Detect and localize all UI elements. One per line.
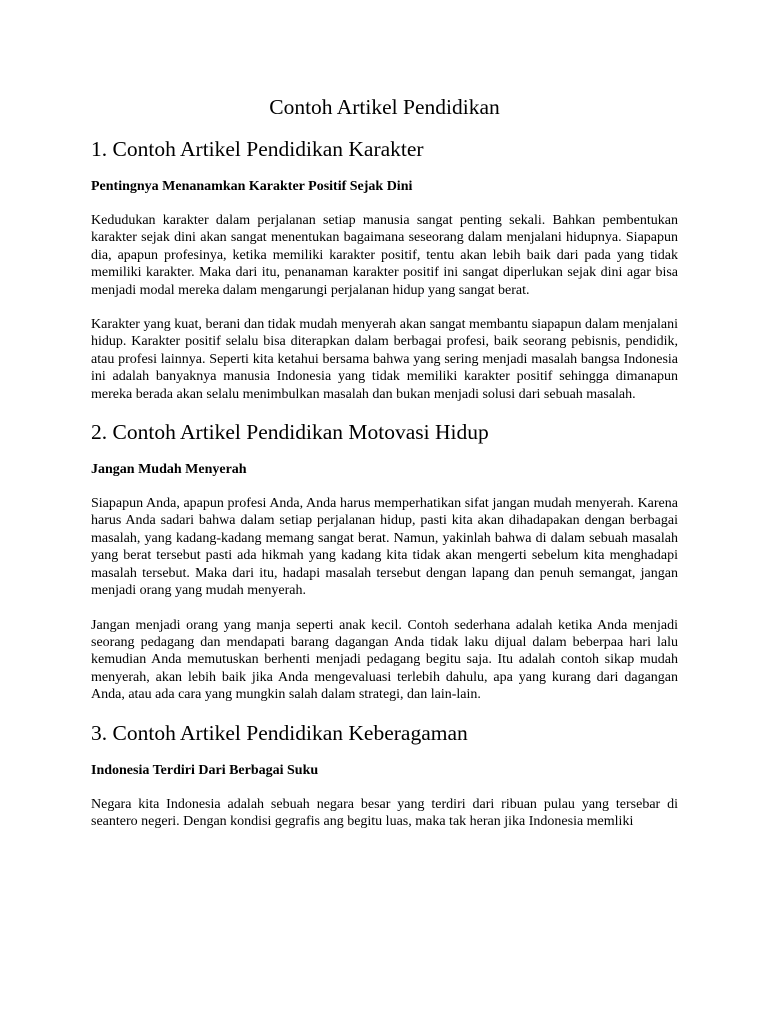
page-title: Contoh Artikel Pendidikan bbox=[269, 95, 500, 119]
paragraph: Kedudukan karakter dalam perjalanan setiap manusia sangat penting sekali. Bahkan pembentukan karakter sejak dini akan sangat menentukan bagaimana seseorang dalam menjalani hidupnya. Siapapun dia, apapun profesinya, ketika memiliki karakter positif, tentu akan lebih baik dari pada yang tidak memiliki karakter. Maka dari itu, penanaman karakter positif ini sangat diperlukan sejak dini agar bisa menjadi modal mereka dalam mengarungi perjalanan hidup yang sangat berat. bbox=[91, 213, 678, 298]
section-subheading: Pentingnya Menanamkan Karakter Positif Sejak Dini bbox=[91, 179, 413, 194]
section-motivasi bbox=[91, 419, 678, 703]
section-subheading: Jangan Mudah Menyerah bbox=[91, 462, 247, 478]
document-page bbox=[91, 94, 678, 830]
paragraph: Siapapun Anda, apapun profesi Anda, Anda harus memperhatikan sifat jangan mudah menyerah. Karena harus Anda sadari bahwa dalam setiap perjalanan hidup, pasti kita akan dihadapakan dengan berbagai masalah, yang kadang-kadang memang sangat berat. Namun, yakinlah bahwa di dalam sebuah masalah yang berat tersebut pasti ada hikmah yang kadang kita tidak akan mengerti sebelum kita menghadapi masalah tersebut. Maka dari itu, hadapi masalah tersebut dengan lapang dan penuh semangat, jangan menjadi orang yang mudah menyerah. bbox=[91, 496, 678, 599]
section-keberagaman bbox=[91, 720, 678, 831]
section-karakter bbox=[91, 136, 678, 403]
paragraph: Karakter yang kuat, berani dan tidak mudah menyerah akan sangat membantu siapapun dalam menjalani hidup. Karakter positif selalu bisa diterapkan dalam berbagai profesi, baik seorang pebisnis, pendidik, atau profesi lainnya. Seperti kita ketahui bersama bahwa yang sering menjadi masalah bangsa Indonesia ini adalah banyaknya manusia Indonesia yang tidak memiliki karakter positif sehingga dimanapun mereka berada akan selalu menimbulkan masalah dan bukan menjadi solusi dari sebuah masalah. bbox=[91, 317, 678, 402]
section-heading: 2. Contoh Artikel Pendidikan Motovasi Hidup bbox=[91, 420, 489, 445]
section-heading: 1. Contoh Artikel Pendidikan Karakter bbox=[91, 137, 424, 161]
section-heading: 3. Contoh Artikel Pendidikan Keberagaman bbox=[91, 720, 468, 745]
paragraph: Negara kita Indonesia adalah sebuah negara besar yang terdiri dari ribuan pulau yang tersebar di seantero negeri. Dengan kondisi gegrafis ang begitu luas, maka tak heran jika Indonesia memliki bbox=[91, 796, 678, 829]
paragraph: Jangan menjadi orang yang manja seperti anak kecil. Contoh sederhana adalah ketika Anda menjadi seorang pedagang dan mendapati barang dagangan Anda tidak laku dijual dalam beberpaa hari lalu kemudian Anda memutuskan berhenti menjadi pedagang begitu saja. Itu adalah contoh sikap mudah menyerah, akan lebih baik jika Anda mengevaluasi terlebih dahulu, apa yang kurang dari dagangan Anda, atau ada cara yang mungkin salah dalam strategi, dan lain-lain. bbox=[91, 617, 678, 703]
section-subheading: Indonesia Terdiri Dari Berbagai Suku bbox=[91, 762, 319, 778]
